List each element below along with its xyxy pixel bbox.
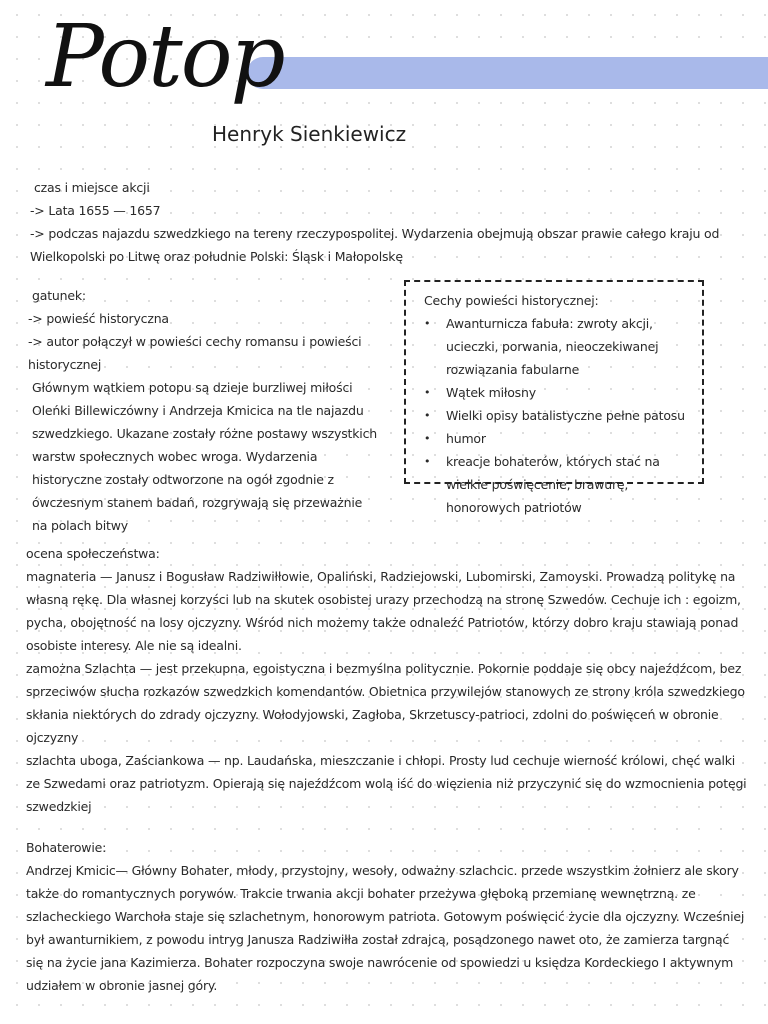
- cechy-box: [404, 280, 704, 515]
- ocena-magnateria: magnateria — Janusz i Bogusław Radziwiłłowie, Opaliński, Radziejowski, Lubomirski, Zamoyski. Prowadzą politykę na własną rękę. Dla własnej korzyści lub na skutek osobistej urazy przechodzą na stronę Szwedów. Cechuje ich : egoizm, pycha, obojętność na losy ojczyzny. Wśród nich możemy także odnaleźć Patriotów, którzy dobro kraju stawiają ponad osobiste interesy. Ale nie są idealni.: [26, 569, 741, 653]
- cechy-item: • Wątek miłosny: [424, 381, 690, 404]
- bohaterowie-heading: Bohaterowie:: [26, 840, 107, 855]
- bohaterowie-section: [26, 836, 748, 997]
- ocena-szlachta-zamozna: zamożna Szlachta — jest przekupna, egoistyczna i bezmyślna politycznie. Pokornie poddaje się obcy najeźdźcom, bez sprzeciwów słucha rozkazów szwedzkich komendantów. Obietnica przywilejów stanowych ze strony króla szwedzkiego skłania niektórych do zdrady ojczyzny. Wołodyjowski, Zagłoba, Skrzetuscy-patrioci, zdolni do poświęceń w obronie ojczyzny: [26, 661, 745, 745]
- gatunek-line-1: -> powieść historyczna: [28, 311, 169, 326]
- cechy-item: • kreacje bohaterów, których stać na wielkie poświęcenie, brawurę, honorowych patriotów: [424, 450, 690, 519]
- cechy-item: • Awanturnicza fabuła: zwroty akcji, ucieczki, porwania, nieoczekiwanej rozwiązania fabularne: [424, 312, 690, 381]
- cechy-item: • Wielki opisy batalistyczne pełne patosu: [424, 404, 690, 427]
- cechy-item: • humor: [424, 427, 690, 450]
- gatunek-line-2: -> autor połączył w powieści cechy romansu i powieści historycznej: [28, 334, 362, 372]
- ocena-heading: ocena społeczeństwa:: [26, 546, 160, 561]
- bohaterowie-kmicic: Andrzej Kmicic— Główny Bohater, młody, przystojny, wesoły, odważny szlachcic. przede wszystkim żołnierz ale skory także do romantycznych porywów. Trakcie trwania akcji bohater przeżywa głęboką przemianę wewnętrzną. ze szlacheckiego Warchoła staje się szlachetnym, honorowym patriota. Gotowym poświęcić życie dla ojczyzny. Wcześniej był awanturnikiem, z powodu intryg Janusza Radziwiłła został zdrajcą, posądzonego nawet oto, że zamierza targnąć się na życie jana Kazimierza. Bohater rozpoczyna swoje nawrócenie od spowiedzi u księdza Kordeckiego I aktywnym udziałem w obronie jasnej góry.: [26, 863, 745, 993]
- gatunek-heading: gatunek:: [32, 288, 86, 303]
- cechy-heading: Cechy powieści historycznej:: [424, 293, 599, 308]
- title-banner: [247, 57, 768, 89]
- akcja-heading: czas i miejsce akcji: [34, 180, 150, 195]
- akcja-section: [30, 176, 736, 268]
- author-name: Henryk Sienkiewicz: [212, 122, 407, 146]
- ocena-szlachta-uboga: szlachta uboga, Zaściankowa — np. Laudańska, mieszczanie i chłopi. Prosty lud cechuje wierność królowi, chęć walki ze Szwedami oraz patriotyzm. Opierają się najeźdźcom wolą iść do więzienia niż przyczynić się do wzmocnienia potęgi szwedzkiej: [26, 753, 747, 814]
- page-title: Potop: [46, 7, 284, 107]
- gatunek-section: [28, 284, 398, 376]
- akcja-years: -> Lata 1655 — 1657: [30, 203, 161, 218]
- akcja-description: -> podczas najazdu szwedzkiego na tereny rzeczypospolitej. Wydarzenia obejmują obszar prawie całego kraju od Wielkopolski po Litwę oraz południe Polski: Śląsk i Małopolskę: [30, 226, 720, 264]
- cechy-list: [424, 312, 690, 519]
- ocena-section: [26, 542, 748, 657]
- watek-paragraph: Głównym wątkiem potopu są dzieje burzliwej miłości Oleńki Billewiczówny i Andrzeja Kmicica na tle najazdu szwedzkiego. Ukazane zostały różne postawy wszystkich warstw społecznych wobec wroga. Wydarzenia historyczne zostały odtworzone na ogół zgodnie z ówczesnym stanem badań, rozgrywają się przeważnie na polach bitwy: [32, 380, 377, 533]
